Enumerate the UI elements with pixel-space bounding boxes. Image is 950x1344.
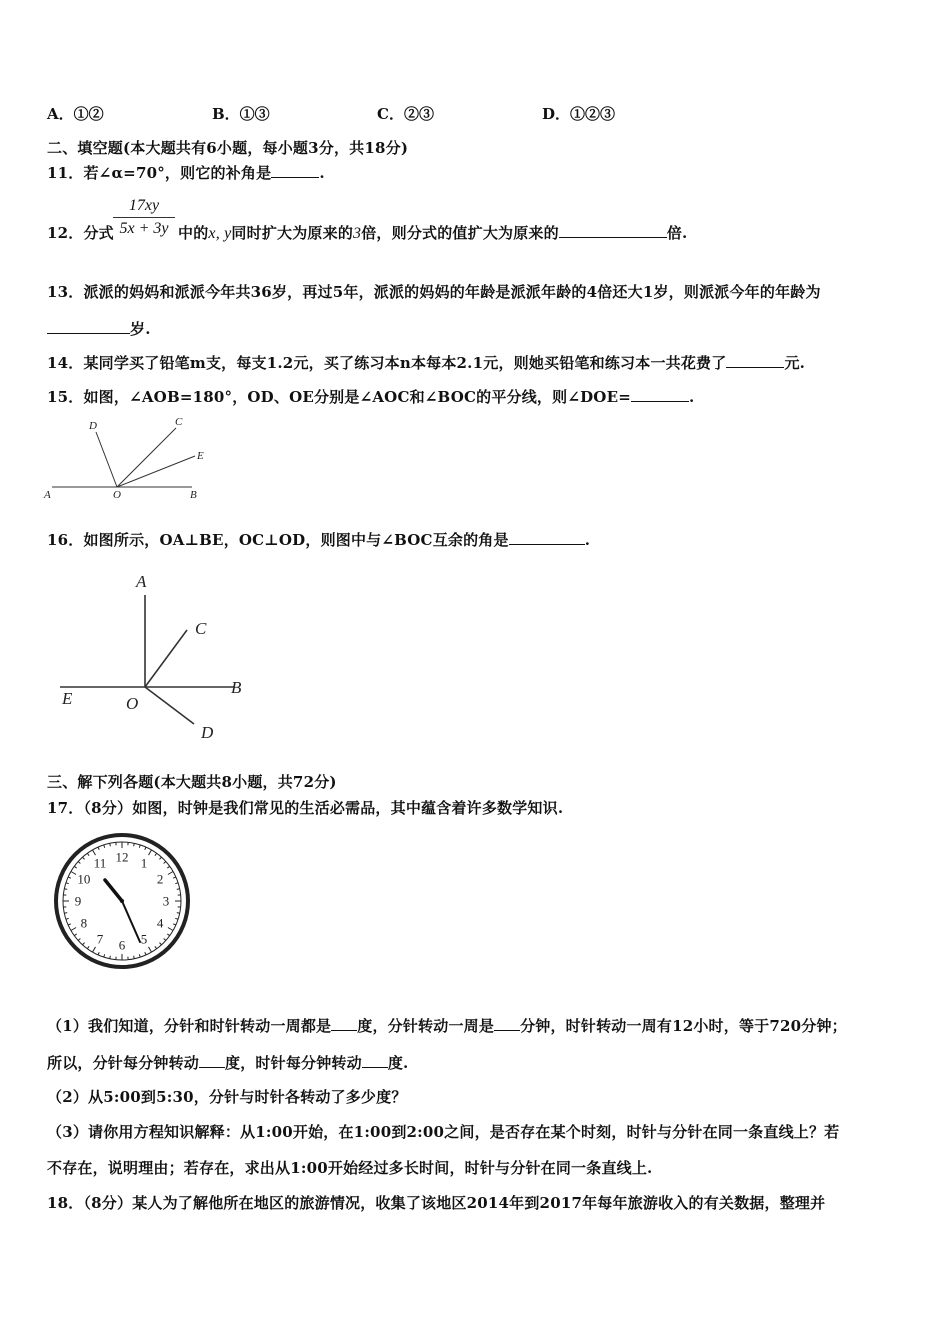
clock-tick	[78, 862, 80, 864]
clock-tick	[134, 956, 135, 959]
clock-tick	[177, 913, 180, 914]
q17-p1-c: 分钟，时针转动一周有12小时，等于720分钟；	[520, 1017, 847, 1035]
clock-tick	[168, 928, 173, 931]
clock-tick	[139, 954, 140, 957]
clock-tick	[64, 889, 67, 890]
q11-suffix: .	[319, 164, 325, 182]
q11-text: 11．若∠α=70°，则它的补角是	[47, 164, 272, 182]
q17-p1-d: 所以，分针每分钟转动	[47, 1054, 200, 1072]
q17-p1-a: （1）我们知道，分针和时针转动一周都是	[47, 1017, 332, 1035]
option-a: A．①②	[47, 105, 104, 123]
q12-numerator: 17xy	[128, 197, 160, 214]
clock-tick	[149, 850, 152, 855]
question-12-prefix: 12．分式	[47, 224, 114, 242]
option-c: C．②③	[377, 105, 434, 123]
clock-tick	[168, 872, 173, 875]
clock-tick	[164, 862, 166, 864]
clock-tick	[93, 850, 96, 855]
q12-factor: 3	[353, 225, 362, 242]
clock-tick	[155, 853, 157, 855]
q14-suffix: 元.	[784, 354, 806, 372]
q12-mid3: 倍，则分式的值扩大为原来的	[361, 224, 559, 242]
q12-mid2: 同时扩大为原来的	[231, 224, 354, 242]
clock-tick	[164, 938, 166, 940]
clock-tick	[167, 934, 169, 936]
label-c: C	[175, 416, 183, 428]
label-a: A	[136, 572, 147, 591]
question-17-part3-line2: 不存在，说明理由；若存在，求出从1:00开始经过多长时间，时针与分针在同一条直线上.	[47, 1159, 653, 1177]
clock-tick	[175, 883, 178, 884]
clock-tick	[93, 947, 96, 952]
q13-suffix: 岁.	[130, 320, 151, 338]
clock-number: 6	[118, 937, 126, 953]
q16-text: 16．如图所示，OA⊥BE，OC⊥OD，则图中与∠BOC互余的角是	[47, 531, 509, 549]
clock-tick	[155, 946, 157, 948]
hour-hand	[105, 880, 122, 901]
answer-blank	[362, 1054, 388, 1068]
clock-tick	[78, 938, 80, 940]
label-d: D	[201, 723, 214, 742]
q17-p1-f: 度.	[387, 1054, 409, 1072]
label-o: O	[113, 489, 121, 501]
question-17-part3-line1: （3）请你用方程知识解释：从1:00开始，在1:00到2:00之间，是否存在某个时刻，时针与分针在同一条直线上？若	[47, 1123, 840, 1141]
clock-number: 8	[80, 915, 88, 931]
clock-tick	[175, 918, 178, 919]
q12-suffix: 倍.	[666, 224, 688, 242]
clock-tick	[177, 889, 180, 890]
clock-number: 10	[77, 871, 91, 887]
clock-tick	[167, 866, 169, 868]
clock-number: 4	[156, 915, 164, 931]
clock-tick	[145, 952, 146, 955]
label-b: B	[190, 489, 197, 501]
answer-blank	[331, 1017, 357, 1031]
option-b: B．①③	[212, 105, 270, 123]
clock-number: 2	[156, 871, 164, 887]
label-c: C	[195, 619, 207, 638]
q17-p1-b: 度，分针转动一周是	[357, 1017, 495, 1035]
clock-tick	[104, 845, 105, 848]
clock-tick	[74, 866, 76, 868]
q12-vars: x, y	[208, 225, 232, 242]
clock-tick	[68, 924, 71, 925]
clock-number: 3	[162, 893, 170, 909]
clock-center	[120, 899, 124, 903]
clock-tick	[87, 853, 89, 855]
clock-tick	[159, 857, 161, 859]
label-o: O	[126, 694, 139, 713]
q16-suffix: .	[584, 531, 591, 549]
question-17-part1-line1	[47, 1015, 847, 1036]
label-d: D	[89, 420, 97, 432]
q15-text: 15．如图，∠AOB=180°，OD、OE分别是∠AOC和∠BOC的平分线，则∠DOE=	[47, 388, 631, 406]
clock-number: 1	[140, 855, 148, 871]
q12-denominator: 5x + 3y	[119, 220, 169, 237]
clock-tick	[64, 913, 67, 914]
q15-suffix: .	[688, 388, 695, 406]
label-b: B	[231, 678, 242, 697]
clock-tick	[149, 947, 152, 952]
clock-number: 7	[96, 931, 104, 947]
section2-heading: 二、填空题(本大题共有6小题，每小题3分，共18分)	[47, 139, 409, 157]
clock-tick	[83, 857, 85, 859]
section3-heading: 三、解下列各题(本大题共8小题，共72分)	[47, 773, 337, 791]
label-a: A	[44, 489, 51, 501]
clock-tick	[83, 943, 85, 945]
question-17-intro: 17．（8分）如图，时钟是我们常见的生活必需品，其中蕴含着许多数学知识.	[47, 799, 564, 817]
clock-tick	[145, 847, 146, 850]
clock-tick	[98, 847, 99, 850]
q12-mid1: 中的	[178, 224, 209, 242]
option-d: D．①②③	[542, 105, 616, 123]
clock-tick	[110, 843, 111, 846]
question-17-part1-line2	[47, 1052, 408, 1073]
minute-hand	[122, 901, 140, 942]
q17-p1-e: 度，时针每分钟转动	[225, 1054, 362, 1072]
clock-tick	[173, 877, 176, 878]
clock-number: 11	[93, 855, 107, 871]
clock-tick	[66, 918, 69, 919]
answer-blank	[494, 1017, 520, 1031]
clock-tick	[134, 843, 135, 846]
answer-blank	[199, 1054, 225, 1068]
clock-tick	[98, 952, 99, 955]
question-17-part2: （2）从5:00到5:30，分针与时针各转动了多少度？	[47, 1088, 407, 1106]
clock-tick	[139, 845, 140, 848]
question-18-intro: 18．（8分）某人为了解他所在地区的旅游情况，收集了该地区2014年到2017年每年旅游收入的有关数据，整理并	[47, 1194, 826, 1212]
clock-number: 9	[74, 893, 82, 909]
clock-tick	[159, 943, 161, 945]
clock-tick	[68, 877, 71, 878]
question-13-line1: 13．派派的妈妈和派派今年共36岁，再过5年，派派的妈妈的年龄是派派年龄的4倍还大1岁，则派派今年的年龄为	[47, 283, 821, 301]
clock-tick	[71, 928, 76, 931]
clock-tick	[66, 883, 69, 884]
label-e: E	[62, 689, 73, 708]
clock-tick	[71, 872, 76, 875]
clock-number: 5	[140, 931, 148, 947]
q14-text: 14．某同学买了铅笔m支，每支1.2元，买了练习本n本每本2.1元，则她买铅笔和练习本一共花费了	[47, 354, 727, 372]
clock-tick	[104, 954, 105, 957]
clock-tick	[87, 946, 89, 948]
clock-tick	[110, 956, 111, 959]
clock-tick	[173, 924, 176, 925]
label-e: E	[197, 450, 204, 462]
clock-tick	[74, 934, 76, 936]
clock-number: 12	[115, 849, 129, 865]
